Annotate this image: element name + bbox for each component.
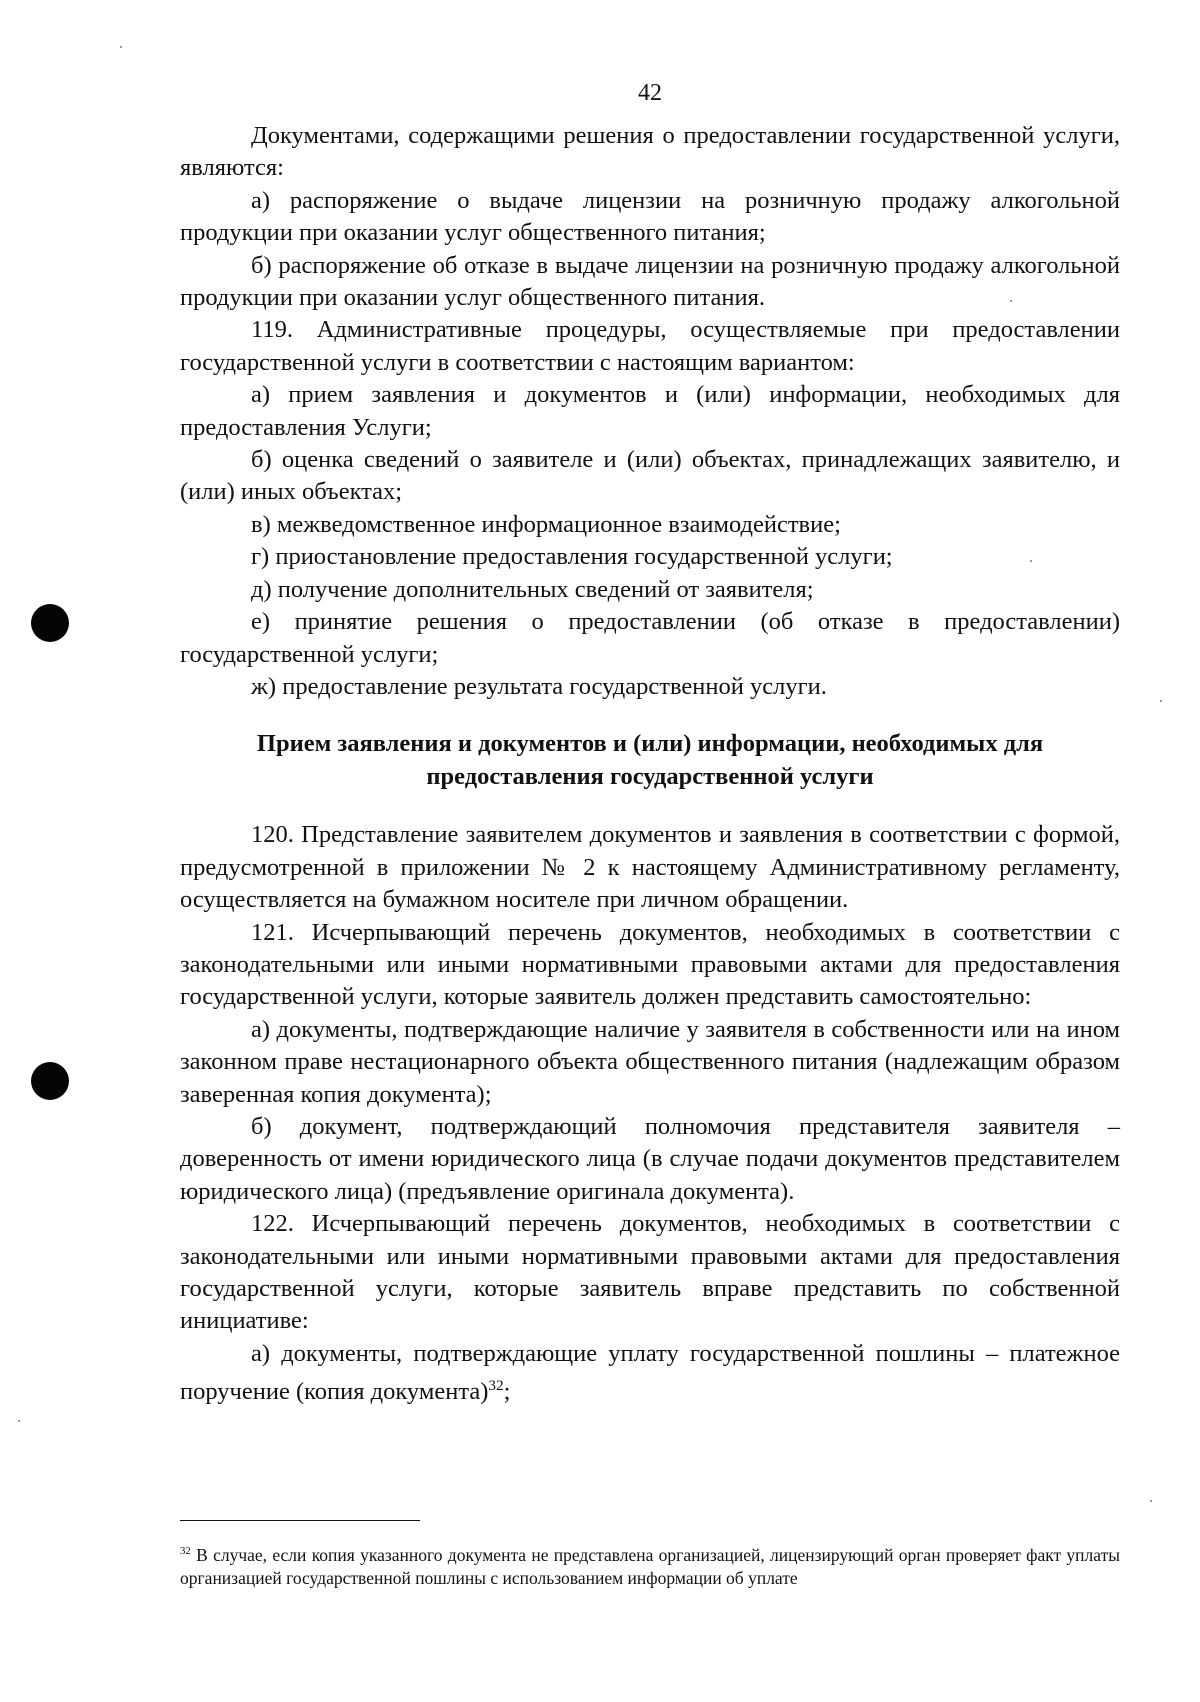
section-heading xyxy=(180,727,1120,793)
document-body xyxy=(180,120,1120,1409)
footnote-text: В случае, если копия указанного документа не представлена организацией, лицензирующий орган проверяет факт уплаты организацией государственной пошлины с использованием информации об уплате xyxy=(180,1544,1121,1588)
section-heading-line: предоставления государственной услуги xyxy=(426,763,874,791)
paragraph: 122. Исчерпывающий перечень документов, необходимых в соответствии с законодательными или иными нормативными правовыми актами для предоставления государственной услуги, которые заявитель вправе представить по собственной инициативе: xyxy=(180,1210,1120,1335)
scan-speck xyxy=(120,46,122,48)
paragraph: б) оценка сведений о заявителе и (или) объектах, принадлежащих заявителю, и (или) иных объектах; xyxy=(180,446,1120,506)
paragraph: б) распоряжение об отказе в выдаче лицензии на розничную продажу алкогольной продукции при оказании услуг общественного питания. xyxy=(180,251,1120,312)
paragraph: г) приостановление предоставления государственной услуги; xyxy=(251,543,893,571)
scan-speck xyxy=(1010,300,1012,302)
paragraph-end: ; xyxy=(503,1378,511,1406)
paragraph: е) принятие решения о предоставлении (об отказе в предоставлении) государственной услуги; xyxy=(180,608,1120,668)
page-number: 42 xyxy=(638,80,662,106)
paragraph: 120. Представление заявителем документов и заявления в соответствии с формой, предусмотренной в приложении № 2 к настоящему Административному регламенту, осуществляется на бумажном носителе при личном обращении. xyxy=(180,821,1120,914)
paragraph: б) документ, подтверждающий полномочия представителя заявителя – доверенность от имени юридического лица (в случае подачи документов представителем юридического лица) (предъявление оригинала документа). xyxy=(180,1112,1120,1205)
scan-speck xyxy=(1160,700,1162,702)
punch-hole xyxy=(31,1062,69,1100)
paragraph: Документами, содержащими решения о предоставлении государственной услуги, являются: xyxy=(180,122,1120,182)
scan-speck xyxy=(18,1420,20,1422)
paragraph: 121. Исчерпывающий перечень документов, необходимых в соответствии с законодательными или иными нормативными правовыми актами для предоставления государственной услуги, которые заявитель должен представить самостоятельно: xyxy=(180,918,1120,1011)
footnote xyxy=(180,1540,1120,1590)
section-heading-line: Прием заявления и документов и (или) информации, необходимых для xyxy=(256,730,1044,758)
footnote-reference: 32 xyxy=(488,1377,504,1395)
paragraph-text: а) документы, подтверждающие уплату государственной пошлины – платежное поручение (копия документа) xyxy=(180,1339,1120,1406)
footnote-mark: 32 xyxy=(180,1545,191,1557)
paragraph xyxy=(180,1338,1120,1409)
paragraph: а) распоряжение о выдаче лицензии на розничную продажу алкогольной продукции при оказании услуг общественного питания; xyxy=(180,186,1120,247)
footnote-separator xyxy=(180,1520,420,1521)
paragraph: д) получение дополнительных сведений от заявителя; xyxy=(251,575,814,603)
paragraph: ж) предоставление результата государственной услуги. xyxy=(251,672,827,700)
paragraph: 119. Административные процедуры, осуществляемые при предоставлении государственной услуги в соответствии с настоящим вариантом: xyxy=(180,316,1120,376)
scan-speck xyxy=(1030,560,1032,562)
scan-speck xyxy=(1150,1500,1152,1502)
paragraph: а) прием заявления и документов и (или) информации, необходимых для предоставления Услуги; xyxy=(180,381,1120,441)
paragraph: а) документы, подтверждающие наличие у заявителя в собственности или на ином законном праве нестационарного объекта общественного питания (надлежащим образом заверенная копия документа); xyxy=(180,1015,1120,1108)
paragraph: в) межведомственное информационное взаимодействие; xyxy=(251,510,841,538)
punch-hole xyxy=(31,604,69,642)
